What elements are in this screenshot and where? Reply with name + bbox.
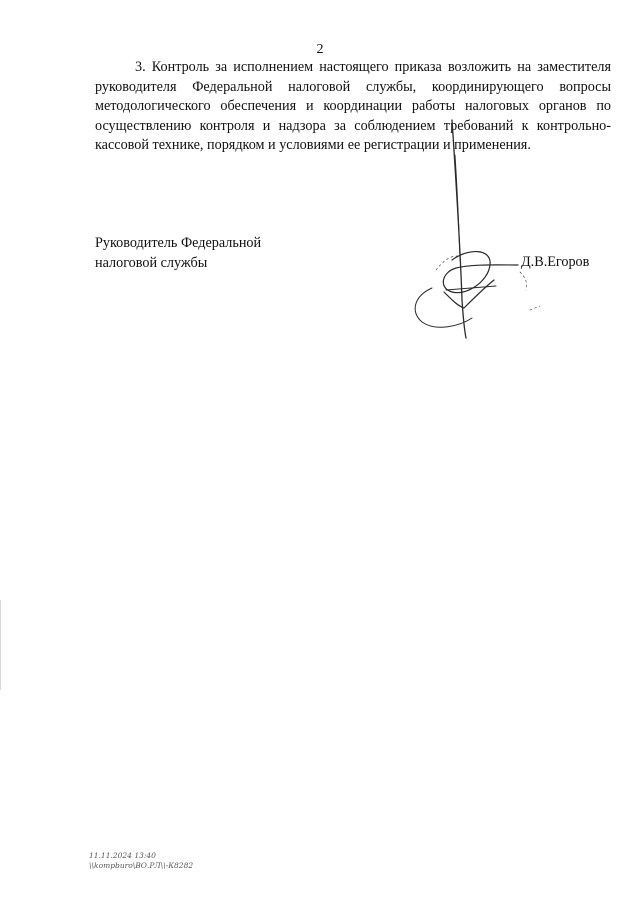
signatory-position	[95, 234, 261, 273]
scan-edge-mark	[0, 600, 1, 690]
signatory-name: Д.В.Егоров	[521, 254, 590, 270]
footer-timestamp: 11.11.2024 13:40	[89, 851, 156, 860]
footer-file-ref: \\kompburo\ВО.РЛ\\-К8282	[89, 861, 194, 870]
order-paragraph-3: 3. Контроль за исполнением настоящего приказа возложить на заместителя руководителя Федеральной налоговой службы, координирующего вопросы методологического обеспечения и координации работы налоговых органов по осуществлению контроля и надзора за соблюдением требований к контрольно-кассовой технике, порядком и условиями ее регистрации и применения.	[95, 59, 611, 154]
signatory-position-line-2: налоговой службы	[95, 254, 208, 271]
handwritten-signature-icon	[400, 60, 570, 350]
page-number: 2	[316, 42, 324, 57]
signatory-position-line-1: Руководитель Федеральной	[95, 235, 262, 251]
footer-stamp	[89, 851, 193, 871]
